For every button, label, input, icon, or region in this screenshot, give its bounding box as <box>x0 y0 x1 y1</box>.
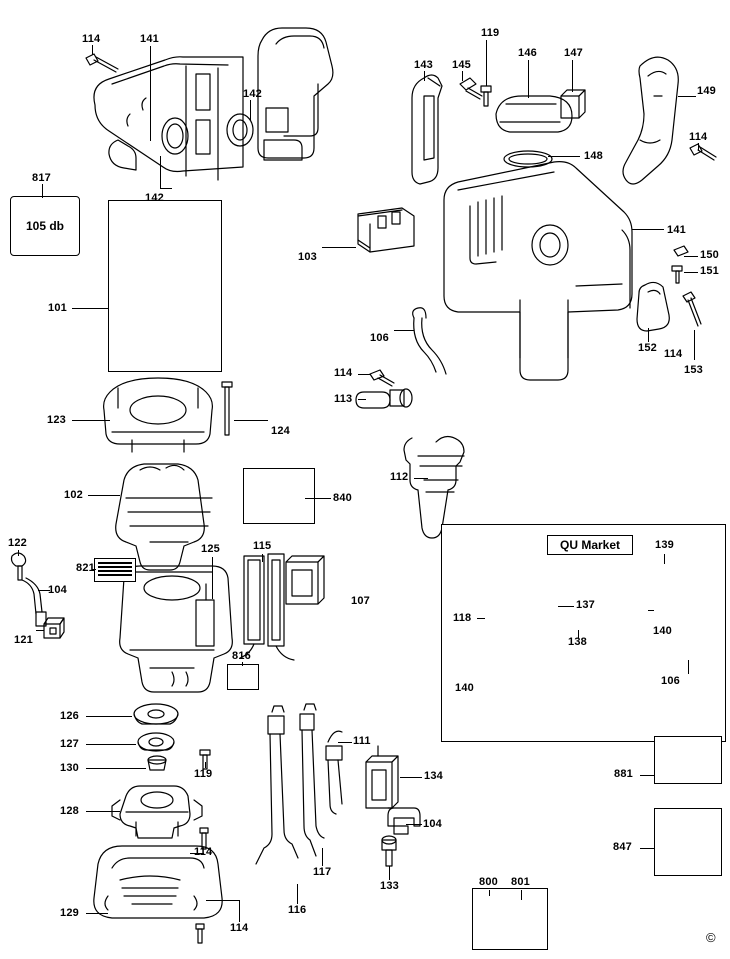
callout-125: 125 <box>201 543 220 555</box>
leader-119 <box>486 40 487 86</box>
leader-114a <box>92 45 93 55</box>
leader-115 <box>262 554 263 562</box>
callout-114c: 114 <box>664 348 683 360</box>
callout-151: 151 <box>700 265 719 277</box>
callout-817: 817 <box>32 172 51 184</box>
callout-114e: 114 <box>194 846 213 858</box>
leader-840 <box>305 498 331 499</box>
leader-111 <box>338 742 352 743</box>
callout-102: 102 <box>64 489 83 501</box>
callout-113: 113 <box>334 393 353 405</box>
leader-114b <box>698 143 699 151</box>
leader-116 <box>297 884 298 904</box>
leader-129 <box>86 913 108 914</box>
noise-level-text: 105 db <box>25 219 64 233</box>
leader-122 <box>18 550 19 556</box>
callout-153: 153 <box>684 364 703 376</box>
leader-137 <box>558 606 574 607</box>
callout-133: 133 <box>380 880 399 892</box>
callout-137: 137 <box>576 599 595 611</box>
callout-112: 112 <box>390 471 409 483</box>
leader-118 <box>477 618 485 619</box>
leader-145 <box>462 71 463 81</box>
leader-148 <box>548 156 580 157</box>
armature-inset-box <box>108 200 222 372</box>
callout-143: 143 <box>414 59 433 71</box>
callout-130: 130 <box>60 762 79 774</box>
leader-117 <box>322 848 323 866</box>
leader-130 <box>86 768 146 769</box>
callout-129: 129 <box>60 907 79 919</box>
leader-114d <box>358 374 370 375</box>
rating-label-bars <box>98 562 132 578</box>
leader-881 <box>640 775 654 776</box>
leader-146 <box>528 60 529 98</box>
qu-market-inset-box <box>441 524 726 742</box>
callout-139: 139 <box>655 539 674 551</box>
callout-800: 800 <box>479 876 498 888</box>
callout-138: 138 <box>568 636 587 648</box>
noise-level-plate <box>10 196 80 256</box>
callout-101: 101 <box>48 302 67 314</box>
callout-119: 119 <box>481 27 500 39</box>
leader-134 <box>400 777 422 778</box>
leader-112 <box>414 478 428 479</box>
qu-market-title-text: QU Market <box>559 538 621 552</box>
callout-103: 103 <box>298 251 317 263</box>
callout-141a: 141 <box>140 33 159 45</box>
callout-821: 821 <box>76 562 95 574</box>
callout-114b: 114 <box>689 131 708 143</box>
leader-817 <box>42 184 43 198</box>
leader-816 <box>242 662 243 666</box>
leader-102 <box>88 495 120 496</box>
callout-124: 124 <box>271 425 290 437</box>
leader-133 <box>389 866 390 880</box>
callout-881: 881 <box>614 768 633 780</box>
callout-148: 148 <box>584 150 603 162</box>
callout-816: 816 <box>232 650 251 662</box>
rating-label-821 <box>94 558 136 582</box>
leader-121 <box>36 630 44 631</box>
callout-141b: 141 <box>667 224 686 236</box>
callout-145: 145 <box>452 59 471 71</box>
callout-114f: 114 <box>230 922 249 934</box>
tool-inset-box <box>472 888 548 950</box>
callout-847: 847 <box>613 841 632 853</box>
callout-123: 123 <box>47 414 66 426</box>
leader-141a <box>150 46 151 141</box>
callout-106a: 106 <box>370 332 389 344</box>
leader-106a-h <box>394 330 414 331</box>
callout-142b: 142 <box>145 192 164 204</box>
callout-107: 107 <box>351 595 370 607</box>
callout-104a: 104 <box>48 584 67 596</box>
leader-150 <box>684 256 698 257</box>
leader-106b <box>688 660 689 674</box>
callout-840: 840 <box>333 492 352 504</box>
leader-114f-h <box>206 900 240 901</box>
callout-116: 116 <box>288 904 307 916</box>
leader-127 <box>86 744 136 745</box>
leader-151 <box>684 272 698 273</box>
callout-111: 111 <box>353 735 371 747</box>
leader-800 <box>489 890 490 896</box>
leader-125 <box>212 557 213 599</box>
qu-market-title <box>547 535 633 555</box>
callout-104b: 104 <box>423 818 442 830</box>
leader-141b <box>632 229 664 230</box>
manual-inset-box <box>654 808 722 876</box>
callout-134: 134 <box>424 770 443 782</box>
leader-124 <box>234 420 268 421</box>
leader-801 <box>521 890 522 900</box>
leader-142a <box>250 100 251 120</box>
leader-128 <box>86 811 120 812</box>
label-816 <box>227 664 259 690</box>
brush-holder-inset-box <box>243 468 315 524</box>
leader-103 <box>322 247 356 248</box>
charger-inset-box <box>654 736 722 784</box>
leader-113 <box>358 399 366 400</box>
callout-149: 149 <box>697 85 716 97</box>
callout-147: 147 <box>564 47 583 59</box>
leader-847 <box>640 848 654 849</box>
leader-140a <box>648 610 654 611</box>
callout-114d: 114 <box>334 367 353 379</box>
leader-126 <box>86 716 132 717</box>
callout-142a: 142 <box>243 88 262 100</box>
leader-152 <box>648 328 649 342</box>
callout-140b: 140 <box>455 682 474 694</box>
callout-122: 122 <box>8 537 27 549</box>
callout-801: 801 <box>511 876 530 888</box>
leader-142b-h <box>160 188 172 189</box>
leader-149 <box>678 96 696 97</box>
callout-146: 146 <box>518 47 537 59</box>
callout-150: 150 <box>700 249 719 261</box>
callout-128: 128 <box>60 805 79 817</box>
copyright-mark: © <box>706 930 716 945</box>
leader-142b <box>160 156 161 188</box>
callout-152: 152 <box>638 342 657 354</box>
leader-101 <box>72 308 108 309</box>
leader-139 <box>664 554 665 564</box>
callout-126: 126 <box>60 710 79 722</box>
callout-114a: 114 <box>82 33 101 45</box>
leader-153 <box>694 330 695 360</box>
callout-119b: 119 <box>194 768 213 780</box>
callout-121: 121 <box>14 634 33 646</box>
leader-114f <box>239 900 240 922</box>
callout-118: 118 <box>453 612 472 624</box>
callout-117: 117 <box>313 866 332 878</box>
callout-115: 115 <box>253 540 272 552</box>
callout-106b: 106 <box>661 675 680 687</box>
callout-140a: 140 <box>653 625 672 637</box>
leader-143 <box>424 71 425 81</box>
callout-127: 127 <box>60 738 79 750</box>
leader-104b <box>406 824 422 825</box>
leader-147 <box>572 60 573 92</box>
leader-123 <box>72 420 110 421</box>
